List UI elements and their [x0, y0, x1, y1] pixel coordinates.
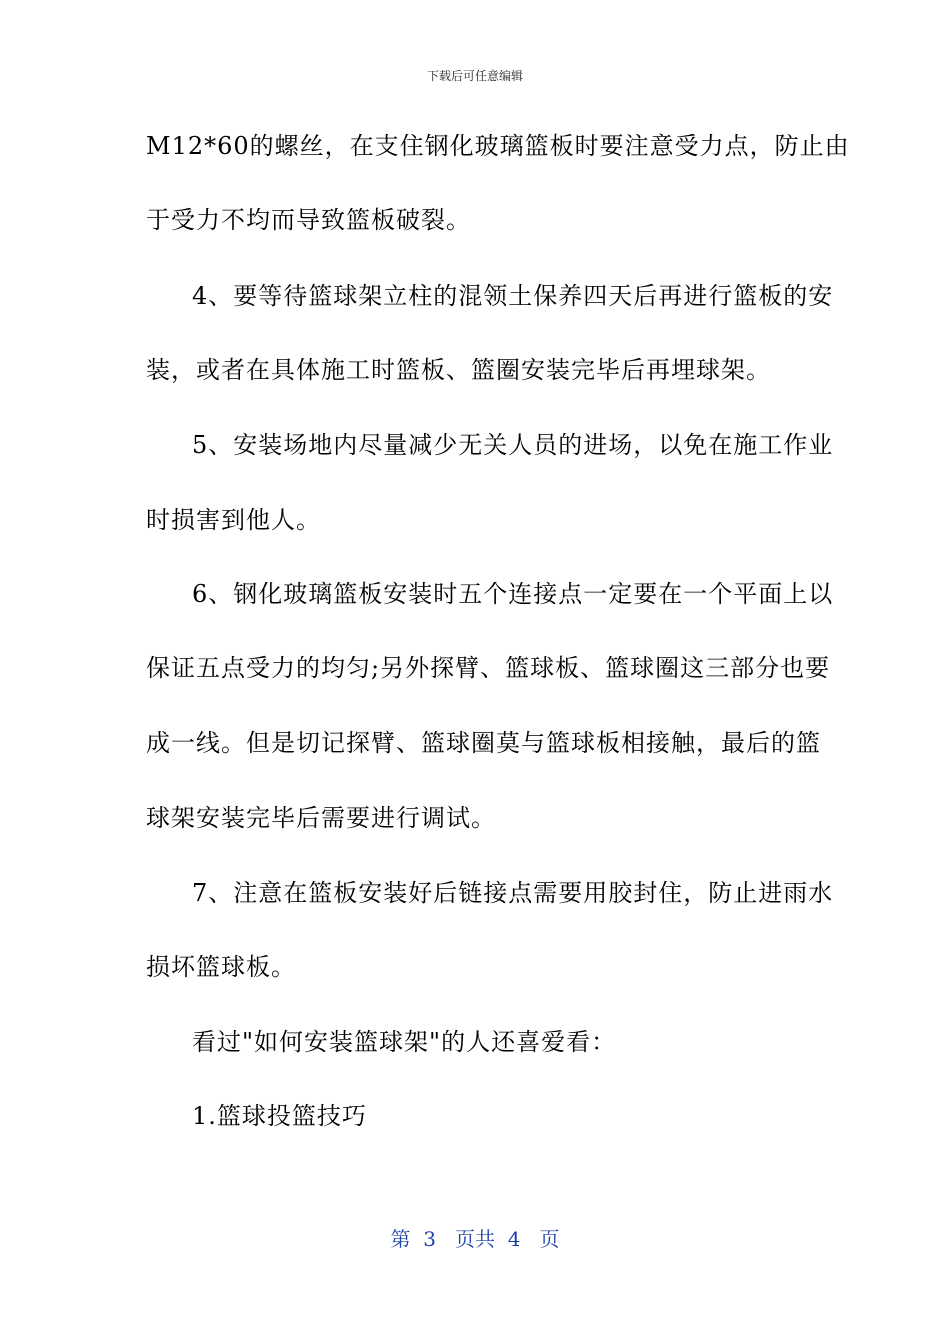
body-line: 成一线。但是切记探臂、篮球圈莫与篮球板相接触，最后的篮 [146, 729, 821, 757]
list-item-6-line: 6、钢化玻璃篮板安装时五个连接点一定要在一个平面上以 [192, 580, 834, 608]
related-link-item[interactable]: 1.篮球投篮技巧 [192, 1102, 367, 1130]
body-line: 时损害到他人。 [146, 506, 321, 534]
body-line: 球架安装完毕后需要进行调试。 [146, 804, 496, 832]
body-line: M12*60的螺丝，在支住钢化玻璃篮板时要注意受力点，防止由 [146, 132, 850, 160]
body-line: 损坏篮球板。 [146, 953, 296, 981]
body-line: 装，或者在具体施工时篮板、篮圈安装完毕后再埋球架。 [146, 356, 771, 384]
list-item-7-line: 7、注意在篮板安装好后链接点需要用胶封住，防止进雨水 [192, 879, 834, 907]
page-footer: 第 3 页共 4 页 [390, 1227, 560, 1251]
related-heading: 看过"如何安装篮球架"的人还喜爱看： [192, 1028, 617, 1056]
list-item-4-line: 4、要等待篮球架立柱的混领土保养四天后再进行篮板的安 [192, 282, 834, 310]
list-item-5-line: 5、安装场地内尽量减少无关人员的进场，以免在施工作业 [192, 431, 834, 459]
page-header: 下载后可任意编辑 [426, 69, 523, 83]
body-line: 于受力不均而导致篮板破裂。 [146, 206, 471, 234]
body-line: 保证五点受力的均匀;另外探臂、篮球板、篮球圈这三部分也要 [146, 654, 831, 682]
